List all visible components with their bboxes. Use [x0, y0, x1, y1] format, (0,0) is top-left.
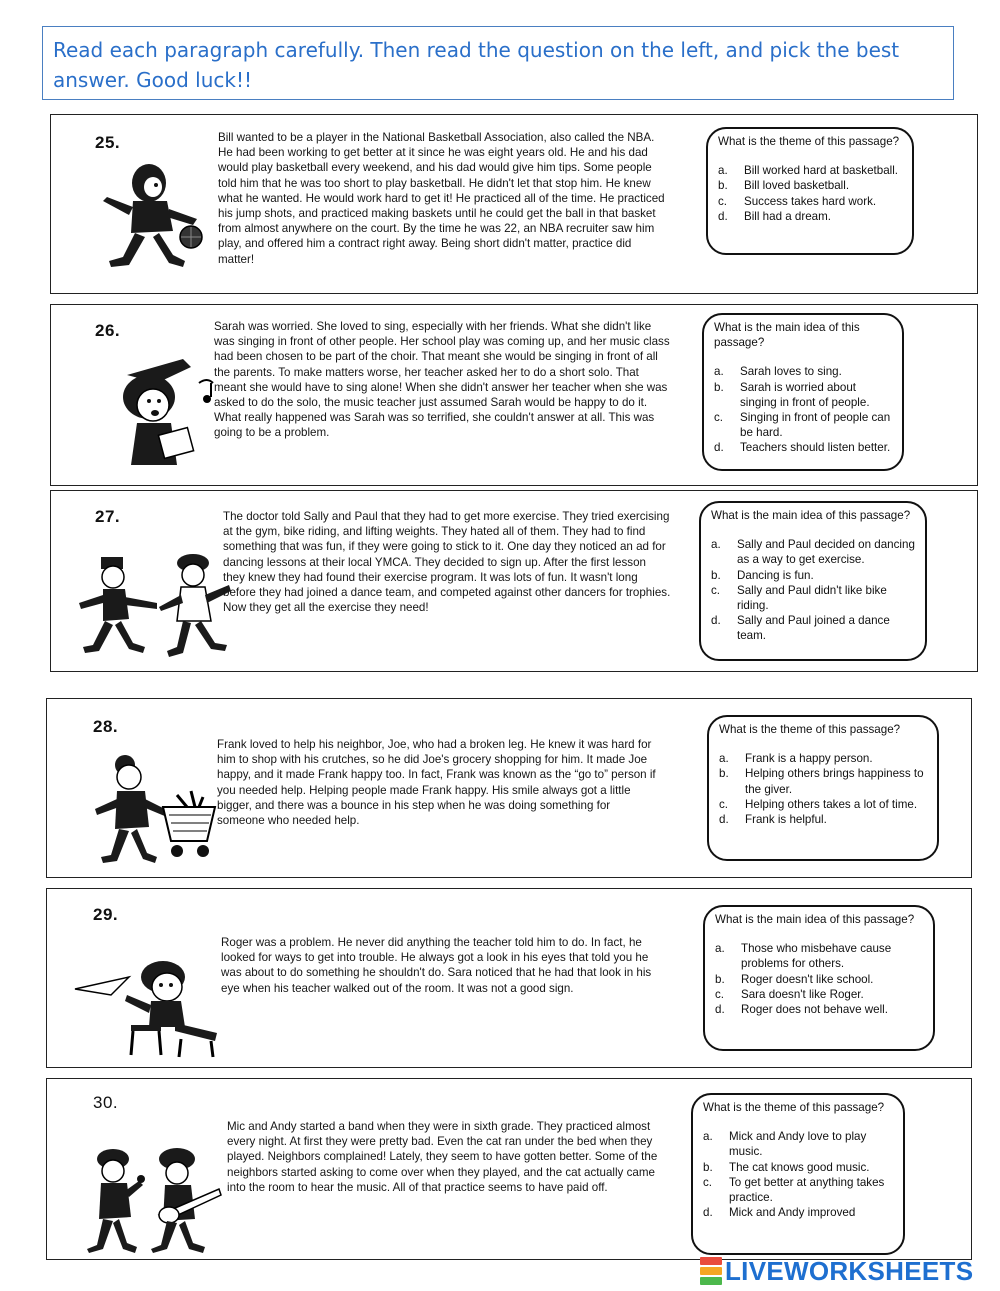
option-text: Dancing is fun.: [737, 568, 814, 582]
logo-bar-green: [700, 1277, 722, 1285]
option-text: Helping others brings happiness to the giver.: [745, 767, 924, 796]
question-box: [706, 127, 914, 255]
logo-icon: [700, 1257, 722, 1285]
question-number: 25.: [95, 133, 121, 152]
option-letter: b.: [714, 380, 724, 394]
answer-option-d[interactable]: [718, 209, 904, 224]
question-prompt: What is the main idea of this passage?: [714, 321, 860, 350]
answer-option-b[interactable]: [714, 380, 894, 410]
answer-option-c[interactable]: [711, 583, 917, 613]
option-letter: d.: [715, 1003, 725, 1017]
answer-option-b[interactable]: [715, 972, 925, 987]
option-letter: c.: [703, 1175, 713, 1189]
option-letter: a.: [714, 365, 724, 379]
answer-option-a[interactable]: [703, 1129, 895, 1159]
question-prompt: What is the main idea of this passage?: [715, 913, 915, 926]
option-text: Mick and Andy love to play music.: [729, 1130, 867, 1159]
answer-option-b[interactable]: [711, 568, 917, 583]
svg-text:3: 3: [115, 220, 121, 230]
option-letter: c.: [718, 194, 728, 208]
option-text: Teachers should listen better.: [740, 441, 891, 455]
option-letter: b.: [711, 568, 721, 582]
question-card-29: [46, 888, 972, 1068]
answer-option-d[interactable]: [711, 613, 917, 643]
logo-bar-red: [700, 1257, 722, 1265]
dancing-couple-icon: [73, 551, 243, 661]
passage-text: Bill wanted to be a player in the National Basketball Association, also called the NBA. He had been working to get better at it since he was eight years old. He and his dad would play basketball every weekend, and his dad would give him tips. Some people told him that he was too short to play basketball. He didn't let that stop him. He knew what he wanted. He would work hard to get it! He practiced all of the time. He practiced his jump shots, and practiced making baskets until he could get the ball in that basket from almost anywhere on the court. By the time he was 22, an NBA recruiter saw him play, and offered him a contract right away. Being short didn't matter, practice did matter!: [218, 131, 665, 266]
question-prompt: What is the theme of this passage?: [718, 135, 900, 148]
brand-wordmark: LIVEWORKSHEETS: [725, 1255, 974, 1286]
option-letter: b.: [719, 767, 729, 781]
option-text: Sarah loves to sing.: [740, 365, 842, 379]
option-letter: d.: [714, 441, 724, 455]
answer-option-c[interactable]: [714, 410, 894, 440]
question-prompt: What is the theme of this passage?: [719, 723, 901, 736]
answer-option-a[interactable]: [714, 364, 894, 379]
question-box: [707, 715, 939, 861]
logo-bar-orange: [700, 1267, 722, 1275]
option-letter: c.: [714, 411, 724, 425]
question-box: [691, 1093, 905, 1255]
question-prompt: What is the main idea of this passage?: [711, 509, 911, 522]
option-text: Those who misbehave cause problems for others.: [741, 942, 892, 971]
question-number: 29.: [93, 905, 119, 924]
option-text: Sally and Paul decided on dancing as a way to get exercise.: [737, 538, 915, 567]
option-letter: b.: [703, 1160, 713, 1174]
answer-option-b[interactable]: [718, 178, 904, 193]
option-text: Bill had a dream.: [744, 209, 831, 223]
option-text: Frank is a happy person.: [745, 752, 873, 766]
answer-option-d[interactable]: [703, 1205, 895, 1220]
passage-text: Mic and Andy started a band when they were in sixth grade. They practiced almost every night. At first they were pretty bad. Even the cat ran under the bed when they played. Neighbors complained! Lately, they seem to have gotten better. Some of the neighbors started asking to come over when they played, and the cat actually came into the room to hear the music. All of that practice seems to have paid off.: [227, 1120, 658, 1194]
answer-option-c[interactable]: [715, 987, 925, 1002]
question-number: 27.: [95, 507, 121, 526]
question-card-30: [46, 1078, 972, 1260]
answer-option-b[interactable]: [719, 766, 929, 796]
option-text: The cat knows good music.: [729, 1160, 870, 1174]
question-card-26: [50, 304, 978, 486]
option-text: Bill loved basketball.: [744, 179, 850, 193]
answer-option-d[interactable]: [714, 440, 894, 455]
answer-option-c[interactable]: [718, 194, 904, 209]
answer-option-d[interactable]: [715, 1002, 925, 1017]
option-letter: c.: [719, 797, 729, 811]
answer-option-a[interactable]: [718, 163, 904, 178]
question-number: 26.: [95, 321, 121, 340]
option-letter: d.: [711, 614, 721, 628]
option-letter: d.: [718, 209, 728, 223]
liveworksheets-logo[interactable]: [700, 1256, 973, 1286]
option-text: Roger doesn't like school.: [741, 972, 874, 986]
option-letter: a.: [719, 752, 729, 766]
answer-option-a[interactable]: [711, 537, 917, 567]
option-text: Sally and Paul didn't like bike riding.: [737, 583, 887, 613]
question-box: [703, 905, 935, 1051]
question-card-28: [46, 698, 972, 878]
option-letter: b.: [715, 972, 725, 986]
passage-text: Sarah was worried. She loved to sing, especially with her friends. What she didn't like was singing in front of other people. Her school play was coming up, and her music class had been chosen to be part of the choir. That meant she would be singing in front of all the parents. To make matters worse, her teacher asked her to do a short solo. That meant she would have to sing alone! When she didn't answer her teacher when she was asked to do the solo, the music teacher just assumed Sarah would be happy to do it. What really happened was Sarah was so terrified, she couldn't answer at all. This was going to be a problem.: [214, 320, 670, 440]
option-letter: a.: [703, 1130, 713, 1144]
option-text: Roger does not behave well.: [741, 1003, 888, 1017]
option-text: Sara doesn't like Roger.: [741, 987, 864, 1001]
question-number: 28.: [93, 717, 119, 736]
band-musicians-icon: [73, 1145, 223, 1253]
shopping-cart-icon: [91, 747, 221, 867]
question-number: 30.: [93, 1093, 119, 1112]
option-text: Frank is helpful.: [745, 813, 827, 827]
option-letter: d.: [703, 1206, 713, 1220]
option-letter: c.: [711, 583, 721, 597]
answer-option-a[interactable]: [715, 941, 925, 971]
passage-text: Roger was a problem. He never did anything the teacher told him to do. In fact, he looked for ways to get into trouble. He always got a look in his eyes that told you he was about to do something he shouldn't do. Sara noticed that he had that look in his eye when his teacher walked out of the room. It was not a good sign.: [221, 936, 652, 995]
question-prompt: What is the theme of this passage?: [703, 1101, 885, 1114]
option-letter: a.: [711, 538, 721, 552]
option-text: Sarah is worried about singing in front of people.: [740, 380, 870, 409]
question-box: [699, 501, 927, 661]
option-text: To get better at anything takes practice.: [729, 1175, 885, 1205]
option-letter: c.: [715, 987, 725, 1001]
question-box: [702, 313, 904, 471]
option-text: Helping others takes a lot of time.: [745, 797, 918, 811]
option-text: Bill worked hard at basketball.: [744, 164, 899, 178]
passage-text: Frank loved to help his neighbor, Joe, who had a broken leg. He knew it was hard for him to shop with his crutches, so he did Joe's grocery shopping for him. It made Joe happy, and it made Frank happy too. In fact, Frank was known as the “go to” person if you needed help. Helping people made Frank happy. His smile always got a little bigger, and there was a bounce in his step when he was doing something for someone who needed help.: [217, 738, 656, 828]
answer-option-c[interactable]: [719, 797, 929, 812]
answer-option-b[interactable]: [703, 1160, 895, 1175]
question-card-25: [50, 114, 978, 294]
passage-text: The doctor told Sally and Paul that they had to get more exercise. They tried exercising at the gym, bike riding, and lifting weights. They hated all of them. They had to find something that was fun, if they were going to stick to it. One day they noticed an ad for dancing lessons at their local YMCA. They decided to sign up. After the first lesson they knew they had found their exercise program. It was lots of fun. It wasn't long before they had joined a dance team, and competed against other dancers for trophies. Now they get all the exercise they need!: [223, 510, 671, 615]
basketball-player-icon: [93, 157, 213, 272]
option-letter: d.: [719, 813, 729, 827]
option-letter: b.: [718, 179, 728, 193]
option-letter: a.: [715, 942, 725, 956]
option-text: Success takes hard work.: [744, 194, 877, 208]
option-letter: a.: [718, 164, 728, 178]
option-text: Singing in front of people can be hard.: [740, 411, 891, 440]
instructions-banner: Read each paragraph carefully. Then read the question on the left, and pick the best answer. Good luck!!: [42, 26, 954, 100]
singing-girl-icon: [87, 353, 227, 473]
option-text: Sally and Paul joined a dance team.: [737, 614, 890, 643]
question-card-27: [50, 490, 978, 672]
answer-option-a[interactable]: [719, 751, 929, 766]
option-text: Mick and Andy improved: [729, 1206, 856, 1220]
paper-plane-student-icon: [71, 955, 221, 1059]
answer-option-c[interactable]: [703, 1175, 895, 1205]
answer-option-d[interactable]: [719, 812, 929, 827]
